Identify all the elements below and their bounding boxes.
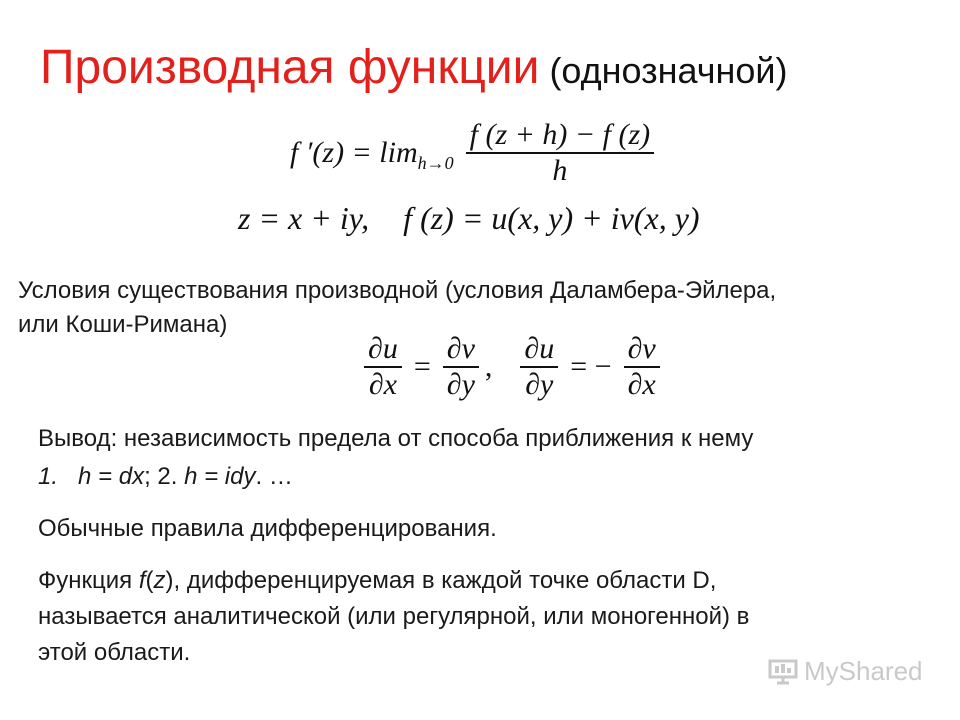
frac4-num: ∂v bbox=[627, 332, 656, 365]
frac3-den: ∂y bbox=[525, 368, 554, 401]
frac3-num: ∂u bbox=[524, 332, 555, 365]
output-text-line2 bbox=[38, 460, 293, 494]
partial-v-y bbox=[443, 332, 479, 402]
fn-paren: ( bbox=[145, 567, 154, 594]
comma: , bbox=[484, 350, 493, 383]
fn-pre: Функция bbox=[38, 567, 139, 594]
equals-sign: = bbox=[413, 350, 431, 383]
fn-post: ), дифференцируемая в каждой точке области D, bbox=[165, 567, 717, 594]
fn-z: z bbox=[153, 567, 166, 594]
conditions-text-line2: или Коши-Римана) bbox=[18, 311, 228, 338]
function-text-line3: этой области. bbox=[38, 639, 191, 666]
difference-quotient bbox=[466, 118, 654, 188]
rules-text: Обычные правила дифференцирования. bbox=[38, 515, 497, 542]
function-text-line1 bbox=[38, 564, 716, 598]
case-2: h = idy bbox=[184, 463, 256, 490]
case-end: . … bbox=[255, 463, 293, 490]
function-text-line2: называется аналитической (или регулярной, или моногенной) в bbox=[38, 603, 750, 630]
slide-title bbox=[40, 38, 788, 101]
limit-subscript: h→0 bbox=[417, 152, 454, 173]
watermark-text: MyShared bbox=[804, 656, 923, 686]
watermark bbox=[768, 656, 923, 687]
case-1: h = dx bbox=[78, 463, 145, 490]
fn-f: f bbox=[138, 567, 146, 594]
f-decomposition: f (z) = u(x, y) + iv(x, y) bbox=[403, 200, 700, 236]
presentation-icon bbox=[768, 659, 798, 685]
frac2-den: ∂y bbox=[446, 368, 475, 401]
title-subtitle: (однозначной) bbox=[549, 50, 788, 91]
conditions-text-line1: Условия существования производной (условия Даламбера-Эйлера, bbox=[18, 277, 777, 304]
output-text-line1: Вывод: независимость предела от способа приближения к нему bbox=[38, 425, 754, 452]
frac1-num: ∂u bbox=[368, 332, 398, 365]
quotient-denominator: h bbox=[552, 154, 568, 187]
frac2-num: ∂v bbox=[446, 332, 475, 365]
derivative-lhs: f ′(z) = lim bbox=[290, 136, 418, 169]
equals-minus-sign: = − bbox=[570, 350, 612, 383]
frac4-den: ∂x bbox=[627, 368, 656, 401]
complex-function-formula bbox=[238, 200, 700, 237]
case-number-1: 1. bbox=[38, 463, 59, 490]
derivative-formula bbox=[290, 118, 654, 188]
z-definition: z = x + iy, bbox=[238, 200, 370, 236]
partial-u-y bbox=[520, 332, 558, 402]
case-separator: ; 2. bbox=[144, 463, 178, 490]
partial-v-x bbox=[624, 332, 660, 402]
frac1-den: ∂x bbox=[368, 368, 397, 401]
title-main: Производная функции bbox=[40, 41, 540, 94]
partial-u-x bbox=[364, 332, 402, 402]
quotient-numerator: f (z + h) − f (z) bbox=[469, 118, 651, 151]
cauchy-riemann-formula bbox=[358, 332, 666, 402]
